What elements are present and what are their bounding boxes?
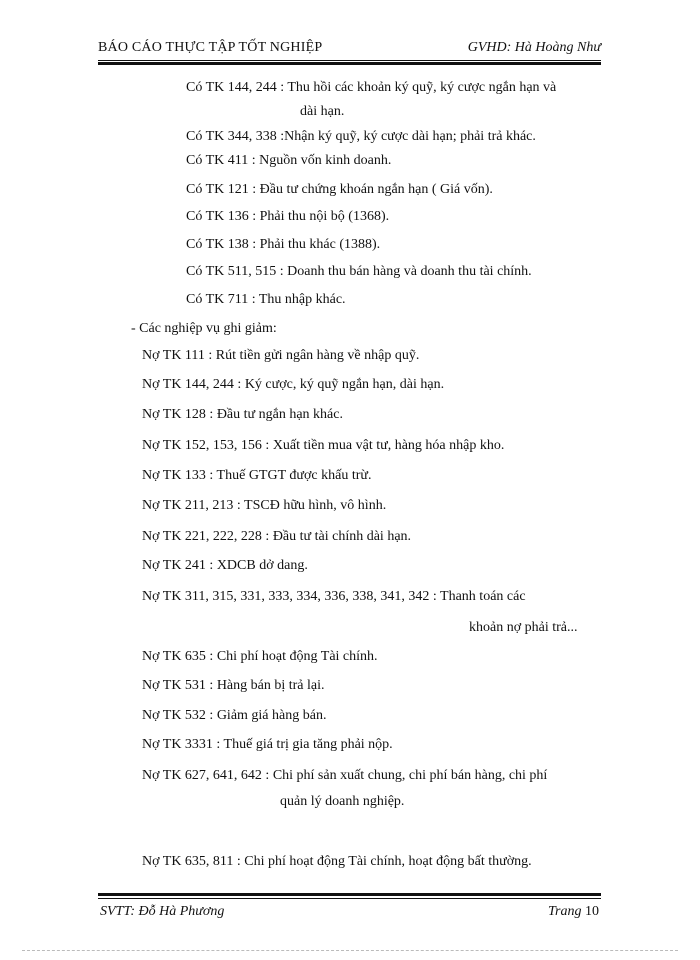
debit-line: Nợ TK 531 : Hàng bán bị trả lại. (142, 678, 325, 693)
page-number-label (548, 904, 599, 920)
debit-line: Nợ TK 211, 213 : TSCĐ hữu hình, vô hình. (142, 498, 387, 513)
credit-line: Có TK 344, 338 :Nhận ký quỹ, ký cược dài hạn; phải trả khác. (186, 129, 536, 144)
debit-line: Nợ TK 128 : Đầu tư ngắn hạn khác. (142, 407, 343, 422)
debit-line: Nợ TK 3331 : Thuế giá trị gia tăng phải nộp. (142, 737, 393, 752)
debit-line: Nợ TK 133 : Thuế GTGT được khấu trừ. (142, 468, 372, 483)
credit-line: Có TK 511, 515 : Doanh thu bán hàng và doanh thu tài chính. (186, 264, 532, 279)
credit-line: Có TK 138 : Phải thu khác (1388). (186, 237, 381, 252)
debit-line: Nợ TK 532 : Giảm giá hàng bán. (142, 708, 327, 723)
debit-line: Nợ TK 635 : Chi phí hoạt động Tài chính. (142, 649, 378, 664)
debit-line: Nợ TK 627, 641, 642 : Chi phí sản xuất chung, chi phí bán hàng, chi phí (142, 768, 548, 783)
page-number: 10 (585, 904, 599, 919)
debit-line: Nợ TK 241 : XDCB dở dang. (142, 558, 308, 573)
header-rule-thick (98, 62, 601, 65)
credit-line-continuation: dài hạn. (300, 104, 345, 119)
debit-line: Nợ TK 635, 811 : Chi phí hoạt động Tài chính, hoạt động bất thường. (142, 854, 532, 869)
page-header (98, 36, 601, 60)
debit-line: Nợ TK 311, 315, 331, 333, 334, 336, 338, 341, 342 : Thanh toán các (142, 589, 526, 604)
debit-line-continuation: khoản nợ phải trả... (469, 620, 578, 635)
credit-line: Có TK 144, 244 : Thu hồi các khoản ký quỹ, ký cược ngắn hạn và (186, 80, 557, 95)
debit-line: Nợ TK 144, 244 : Ký cược, ký quỹ ngắn hạn, dài hạn. (142, 377, 445, 392)
credit-line: Có TK 136 : Phải thu nội bộ (1368). (186, 209, 390, 224)
debit-line: Nợ TK 221, 222, 228 : Đầu tư tài chính dài hạn. (142, 529, 412, 544)
page-break-line (22, 950, 678, 951)
credit-line: Có TK 411 : Nguồn vốn kinh doanh. (186, 153, 392, 168)
report-title: BÁO CÁO THỰC TẬP TỐT NGHIỆP (98, 40, 323, 55)
page-label: Trang (548, 904, 582, 919)
credit-line: Có TK 121 : Đầu tư chứng khoán ngắn hạn ( Giá vốn). (186, 182, 493, 197)
debit-line: Nợ TK 152, 153, 156 : Xuất tiền mua vật tư, hàng hóa nhập kho. (142, 438, 505, 453)
supervisor-label: GVHD: Hà Hoàng Như (467, 40, 601, 55)
credit-line: Có TK 711 : Thu nhập khác. (186, 292, 346, 307)
section-heading: - Các nghiệp vụ ghi giảm: (131, 321, 277, 336)
debit-line: Nợ TK 111 : Rút tiền gửi ngân hàng về nhập quỹ. (142, 348, 420, 363)
header-rule-thin (98, 60, 601, 61)
debit-line-continuation: quản lý doanh nghiệp. (280, 794, 405, 809)
student-name: SVTT: Đỗ Hà Phương (100, 904, 225, 919)
footer-rule-thick (98, 893, 601, 896)
footer-rule-thin (98, 898, 601, 899)
